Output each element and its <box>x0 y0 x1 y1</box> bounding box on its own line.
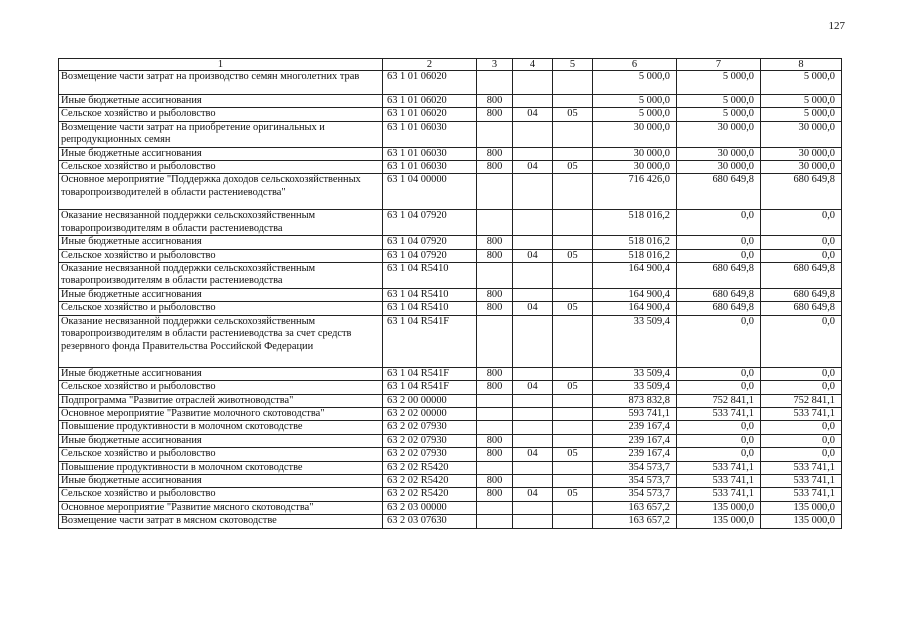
table-row <box>59 434 842 447</box>
amount-col7-cell: 0,0 <box>677 236 761 249</box>
target-article-cell: 63 2 02 07930 <box>383 434 477 447</box>
amount-col6-cell: 5 000,0 <box>593 95 677 108</box>
subsection-cell <box>553 474 593 487</box>
section-cell: 04 <box>513 488 553 501</box>
subsection-cell <box>553 147 593 160</box>
expense-type-cell <box>477 501 513 514</box>
section-cell: 04 <box>513 161 553 174</box>
table-row <box>59 71 842 95</box>
name-cell: Повышение продуктивности в молочном скотоводстве <box>59 421 383 434</box>
target-article-cell: 63 1 04 R5410 <box>383 288 477 301</box>
amount-col8-cell: 0,0 <box>761 448 842 461</box>
amount-col7-cell: 0,0 <box>677 210 761 236</box>
target-article-cell: 63 2 02 00000 <box>383 407 477 420</box>
subsection-cell: 05 <box>553 302 593 315</box>
target-article-cell: 63 1 01 06030 <box>383 161 477 174</box>
amount-col8-cell: 680 649,8 <box>761 174 842 210</box>
table-row <box>59 488 842 501</box>
amount-col8-cell: 533 741,1 <box>761 474 842 487</box>
target-article-cell: 63 2 02 R5420 <box>383 488 477 501</box>
amount-col6-cell: 518 016,2 <box>593 236 677 249</box>
amount-col7-cell: 752 841,1 <box>677 394 761 407</box>
amount-col6-cell: 164 900,4 <box>593 288 677 301</box>
expense-type-cell <box>477 394 513 407</box>
expense-type-cell: 800 <box>477 488 513 501</box>
header-row <box>59 59 842 71</box>
header-cell: 7 <box>677 59 761 71</box>
section-cell: 04 <box>513 302 553 315</box>
target-article-cell: 63 1 01 06020 <box>383 71 477 95</box>
table-row <box>59 315 842 367</box>
name-cell: Основное мероприятие "Поддержка доходов сельскохозяйственных товаропроизводителей в области растениеводства" <box>59 174 383 210</box>
section-cell <box>513 461 553 474</box>
section-cell <box>513 394 553 407</box>
amount-col7-cell: 533 741,1 <box>677 488 761 501</box>
amount-col8-cell: 5 000,0 <box>761 95 842 108</box>
table-row <box>59 474 842 487</box>
amount-col6-cell: 354 573,7 <box>593 474 677 487</box>
table-row <box>59 121 842 147</box>
amount-col6-cell: 239 167,4 <box>593 448 677 461</box>
amount-col6-cell: 239 167,4 <box>593 434 677 447</box>
budget-table <box>58 58 842 529</box>
table-row <box>59 236 842 249</box>
subsection-cell: 05 <box>553 161 593 174</box>
expense-type-cell: 800 <box>477 474 513 487</box>
header-cell: 8 <box>761 59 842 71</box>
target-article-cell: 63 2 02 07930 <box>383 448 477 461</box>
name-cell: Оказание несвязанной поддержки сельскохозяйственным товаропроизводителям в области растениеводства <box>59 263 383 289</box>
table-row <box>59 448 842 461</box>
subsection-cell <box>553 288 593 301</box>
name-cell: Повышение продуктивности в молочном скотоводстве <box>59 461 383 474</box>
amount-col6-cell: 716 426,0 <box>593 174 677 210</box>
amount-col7-cell: 680 649,8 <box>677 263 761 289</box>
amount-col8-cell: 135 000,0 <box>761 501 842 514</box>
subsection-cell: 05 <box>553 249 593 262</box>
expense-type-cell <box>477 407 513 420</box>
target-article-cell: 63 1 04 R541F <box>383 381 477 394</box>
expense-type-cell <box>477 515 513 528</box>
header-cell: 1 <box>59 59 383 71</box>
target-article-cell: 63 1 04 R541F <box>383 367 477 380</box>
subsection-cell <box>553 174 593 210</box>
table-row <box>59 174 842 210</box>
amount-col8-cell: 0,0 <box>761 381 842 394</box>
expense-type-cell: 800 <box>477 288 513 301</box>
amount-col8-cell: 680 649,8 <box>761 263 842 289</box>
table-row <box>59 381 842 394</box>
target-article-cell: 63 2 02 R5420 <box>383 461 477 474</box>
name-cell: Основное мероприятие "Развитие мясного скотоводства" <box>59 501 383 514</box>
amount-col8-cell: 30 000,0 <box>761 161 842 174</box>
amount-col6-cell: 518 016,2 <box>593 249 677 262</box>
subsection-cell <box>553 501 593 514</box>
expense-type-cell: 800 <box>477 249 513 262</box>
amount-col7-cell: 0,0 <box>677 381 761 394</box>
table-row <box>59 367 842 380</box>
target-article-cell: 63 1 04 R541F <box>383 315 477 367</box>
expense-type-cell <box>477 174 513 210</box>
target-article-cell: 63 2 03 07630 <box>383 515 477 528</box>
name-cell: Возмещение части затрат на производство семян многолетних трав <box>59 71 383 95</box>
section-cell <box>513 174 553 210</box>
name-cell: Возмещение части затрат в мясном скотоводстве <box>59 515 383 528</box>
expense-type-cell <box>477 263 513 289</box>
section-cell: 04 <box>513 448 553 461</box>
target-article-cell: 63 1 01 06020 <box>383 108 477 121</box>
amount-col6-cell: 873 832,8 <box>593 394 677 407</box>
amount-col6-cell: 164 900,4 <box>593 302 677 315</box>
amount-col8-cell: 30 000,0 <box>761 147 842 160</box>
expense-type-cell: 800 <box>477 381 513 394</box>
subsection-cell <box>553 210 593 236</box>
amount-col6-cell: 33 509,4 <box>593 381 677 394</box>
name-cell: Оказание несвязанной поддержки сельскохозяйственным товаропроизводителям в области растениеводства <box>59 210 383 236</box>
page-number: 127 <box>828 20 845 32</box>
amount-col8-cell: 135 000,0 <box>761 515 842 528</box>
amount-col6-cell: 354 573,7 <box>593 461 677 474</box>
section-cell <box>513 367 553 380</box>
expense-type-cell: 800 <box>477 302 513 315</box>
table-row <box>59 515 842 528</box>
subsection-cell <box>553 421 593 434</box>
amount-col8-cell: 680 649,8 <box>761 302 842 315</box>
subsection-cell <box>553 95 593 108</box>
amount-col8-cell: 0,0 <box>761 421 842 434</box>
amount-col7-cell: 5 000,0 <box>677 108 761 121</box>
name-cell: Иные бюджетные ассигнования <box>59 288 383 301</box>
section-cell: 04 <box>513 108 553 121</box>
table-row <box>59 210 842 236</box>
amount-col7-cell: 5 000,0 <box>677 95 761 108</box>
amount-col8-cell: 0,0 <box>761 249 842 262</box>
subsection-cell <box>553 315 593 367</box>
amount-col7-cell: 0,0 <box>677 434 761 447</box>
amount-col6-cell: 164 900,4 <box>593 263 677 289</box>
name-cell: Сельское хозяйство и рыболовство <box>59 302 383 315</box>
target-article-cell: 63 1 04 R5410 <box>383 302 477 315</box>
target-article-cell: 63 1 04 00000 <box>383 174 477 210</box>
table-row <box>59 288 842 301</box>
expense-type-cell: 800 <box>477 236 513 249</box>
subsection-cell <box>553 71 593 95</box>
amount-col8-cell: 5 000,0 <box>761 108 842 121</box>
amount-col7-cell: 533 741,1 <box>677 461 761 474</box>
name-cell: Возмещение части затрат на приобретение оригинальных и репродукционных семян <box>59 121 383 147</box>
amount-col8-cell: 0,0 <box>761 315 842 367</box>
expense-type-cell <box>477 71 513 95</box>
amount-col6-cell: 518 016,2 <box>593 210 677 236</box>
table-row <box>59 95 842 108</box>
expense-type-cell <box>477 315 513 367</box>
target-article-cell: 63 1 01 06020 <box>383 95 477 108</box>
target-article-cell: 63 1 01 06030 <box>383 147 477 160</box>
name-cell: Иные бюджетные ассигнования <box>59 147 383 160</box>
amount-col6-cell: 5 000,0 <box>593 108 677 121</box>
section-cell <box>513 210 553 236</box>
amount-col8-cell: 30 000,0 <box>761 121 842 147</box>
name-cell: Подпрограмма "Развитие отраслей животноводства" <box>59 394 383 407</box>
amount-col6-cell: 239 167,4 <box>593 421 677 434</box>
amount-col7-cell: 0,0 <box>677 315 761 367</box>
amount-col7-cell: 533 741,1 <box>677 474 761 487</box>
subsection-cell: 05 <box>553 448 593 461</box>
header-cell: 5 <box>553 59 593 71</box>
section-cell <box>513 501 553 514</box>
amount-col7-cell: 680 649,8 <box>677 288 761 301</box>
expense-type-cell <box>477 210 513 236</box>
amount-col6-cell: 33 509,4 <box>593 315 677 367</box>
amount-col6-cell: 30 000,0 <box>593 121 677 147</box>
name-cell: Сельское хозяйство и рыболовство <box>59 448 383 461</box>
table-row <box>59 461 842 474</box>
expense-type-cell <box>477 121 513 147</box>
table-row <box>59 263 842 289</box>
subsection-cell <box>553 367 593 380</box>
amount-col7-cell: 0,0 <box>677 448 761 461</box>
header-cell: 4 <box>513 59 553 71</box>
subsection-cell <box>553 515 593 528</box>
expense-type-cell: 800 <box>477 95 513 108</box>
table-row <box>59 147 842 160</box>
target-article-cell: 63 1 04 R5410 <box>383 263 477 289</box>
expense-type-cell: 800 <box>477 434 513 447</box>
amount-col8-cell: 752 841,1 <box>761 394 842 407</box>
subsection-cell: 05 <box>553 381 593 394</box>
subsection-cell <box>553 461 593 474</box>
amount-col8-cell: 680 649,8 <box>761 288 842 301</box>
target-article-cell: 63 1 04 07920 <box>383 210 477 236</box>
name-cell: Сельское хозяйство и рыболовство <box>59 381 383 394</box>
target-article-cell: 63 1 04 07920 <box>383 236 477 249</box>
target-article-cell: 63 1 01 06030 <box>383 121 477 147</box>
subsection-cell <box>553 236 593 249</box>
name-cell: Иные бюджетные ассигнования <box>59 434 383 447</box>
subsection-cell: 05 <box>553 488 593 501</box>
amount-col7-cell: 5 000,0 <box>677 71 761 95</box>
target-article-cell: 63 2 02 07930 <box>383 421 477 434</box>
header-cell: 6 <box>593 59 677 71</box>
name-cell: Оказание несвязанной поддержки сельскохозяйственным товаропроизводителям в области растениеводства за счет средств резервного фонда Правительства Российской Федерации <box>59 315 383 367</box>
amount-col6-cell: 5 000,0 <box>593 71 677 95</box>
amount-col8-cell: 5 000,0 <box>761 71 842 95</box>
target-article-cell: 63 2 03 00000 <box>383 501 477 514</box>
amount-col7-cell: 135 000,0 <box>677 501 761 514</box>
section-cell <box>513 236 553 249</box>
section-cell <box>513 288 553 301</box>
amount-col6-cell: 33 509,4 <box>593 367 677 380</box>
amount-col7-cell: 0,0 <box>677 367 761 380</box>
amount-col6-cell: 163 657,2 <box>593 515 677 528</box>
amount-col6-cell: 30 000,0 <box>593 147 677 160</box>
amount-col7-cell: 680 649,8 <box>677 302 761 315</box>
table-row <box>59 394 842 407</box>
subsection-cell <box>553 121 593 147</box>
section-cell <box>513 71 553 95</box>
section-cell: 04 <box>513 381 553 394</box>
section-cell <box>513 421 553 434</box>
amount-col6-cell: 354 573,7 <box>593 488 677 501</box>
subsection-cell <box>553 407 593 420</box>
name-cell: Иные бюджетные ассигнования <box>59 95 383 108</box>
subsection-cell <box>553 263 593 289</box>
header-cell: 2 <box>383 59 477 71</box>
table-row <box>59 407 842 420</box>
amount-col6-cell: 30 000,0 <box>593 161 677 174</box>
amount-col8-cell: 0,0 <box>761 210 842 236</box>
expense-type-cell <box>477 421 513 434</box>
amount-col7-cell: 30 000,0 <box>677 121 761 147</box>
name-cell: Сельское хозяйство и рыболовство <box>59 161 383 174</box>
amount-col7-cell: 533 741,1 <box>677 407 761 420</box>
subsection-cell: 05 <box>553 108 593 121</box>
expense-type-cell: 800 <box>477 147 513 160</box>
amount-col8-cell: 0,0 <box>761 434 842 447</box>
target-article-cell: 63 1 04 07920 <box>383 249 477 262</box>
expense-type-cell: 800 <box>477 108 513 121</box>
amount-col8-cell: 533 741,1 <box>761 407 842 420</box>
amount-col7-cell: 680 649,8 <box>677 174 761 210</box>
table-row <box>59 108 842 121</box>
section-cell <box>513 474 553 487</box>
target-article-cell: 63 2 02 R5420 <box>383 474 477 487</box>
amount-col6-cell: 163 657,2 <box>593 501 677 514</box>
amount-col7-cell: 0,0 <box>677 421 761 434</box>
subsection-cell <box>553 394 593 407</box>
amount-col8-cell: 533 741,1 <box>761 488 842 501</box>
section-cell <box>513 95 553 108</box>
subsection-cell <box>553 434 593 447</box>
amount-col6-cell: 593 741,1 <box>593 407 677 420</box>
amount-col7-cell: 30 000,0 <box>677 147 761 160</box>
header-cell: 3 <box>477 59 513 71</box>
table-row <box>59 501 842 514</box>
name-cell: Сельское хозяйство и рыболовство <box>59 488 383 501</box>
table-row <box>59 302 842 315</box>
section-cell <box>513 434 553 447</box>
table-body <box>59 71 842 529</box>
section-cell <box>513 407 553 420</box>
amount-col7-cell: 135 000,0 <box>677 515 761 528</box>
target-article-cell: 63 2 00 00000 <box>383 394 477 407</box>
table-row <box>59 161 842 174</box>
section-cell <box>513 263 553 289</box>
table-row <box>59 249 842 262</box>
name-cell: Основное мероприятие "Развитие молочного скотоводства" <box>59 407 383 420</box>
amount-col8-cell: 0,0 <box>761 367 842 380</box>
name-cell: Иные бюджетные ассигнования <box>59 236 383 249</box>
name-cell: Иные бюджетные ассигнования <box>59 367 383 380</box>
expense-type-cell: 800 <box>477 367 513 380</box>
amount-col7-cell: 30 000,0 <box>677 161 761 174</box>
expense-type-cell <box>477 461 513 474</box>
section-cell <box>513 121 553 147</box>
expense-type-cell: 800 <box>477 161 513 174</box>
section-cell <box>513 515 553 528</box>
amount-col8-cell: 533 741,1 <box>761 461 842 474</box>
name-cell: Сельское хозяйство и рыболовство <box>59 108 383 121</box>
table-row <box>59 421 842 434</box>
amount-col8-cell: 0,0 <box>761 236 842 249</box>
section-cell: 04 <box>513 249 553 262</box>
amount-col7-cell: 0,0 <box>677 249 761 262</box>
name-cell: Сельское хозяйство и рыболовство <box>59 249 383 262</box>
name-cell: Иные бюджетные ассигнования <box>59 474 383 487</box>
expense-type-cell: 800 <box>477 448 513 461</box>
section-cell <box>513 315 553 367</box>
section-cell <box>513 147 553 160</box>
